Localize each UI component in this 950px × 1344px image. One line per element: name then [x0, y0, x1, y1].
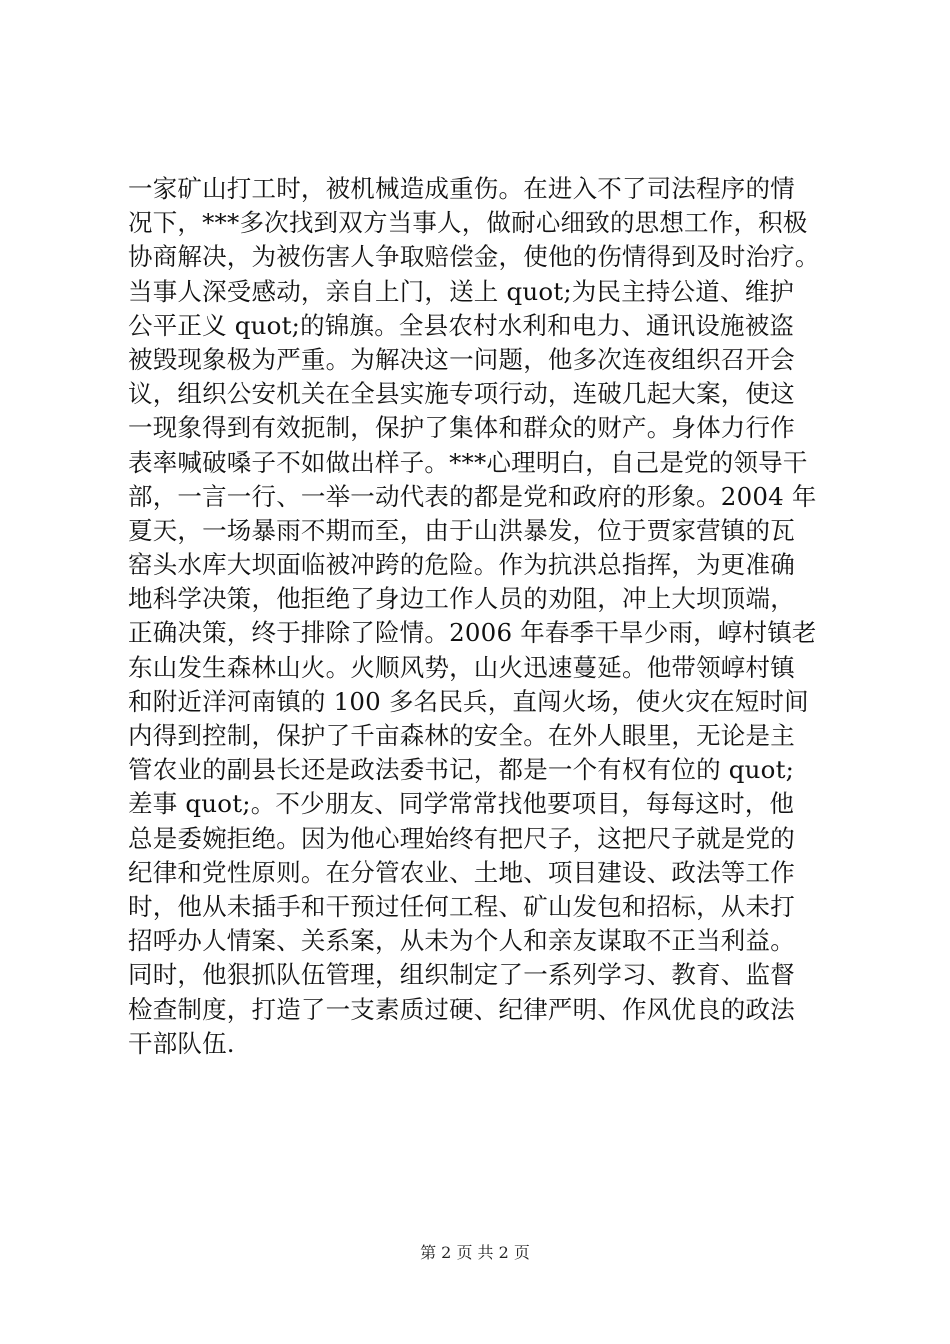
text-line: 东山发生森林山火。火顺风势，山火迅速蔓延。他带领崞村镇: [128, 652, 795, 682]
text-line: 总是委婉拒绝。因为他心理始终有把尺子，这把尺子就是党的: [128, 823, 795, 853]
text-line: 表率喊破嗓子不如做出样子。***心理明白，自己是党的领导干: [128, 447, 808, 477]
text-line: 招呼办人情案、关系案，从未为个人和亲友谋取不正当利益。: [128, 926, 795, 956]
text-line: 正确决策，终于排除了险情。2006 年春季干旱少雨，崞村镇老: [128, 618, 817, 648]
text-line: 公平正义 quot;的锦旗。全县农村水利和电力、通讯设施被盗: [128, 310, 795, 340]
text-line: 夏天，一场暴雨不期而至，由于山洪暴发，位于贾家营镇的瓦: [128, 515, 795, 545]
body-paragraph: [128, 172, 848, 1061]
text-line: 时，他从未插手和干预过任何工程、矿山发包和招标，从未打: [128, 891, 795, 921]
page-number-label: 第 2 页 共 2 页: [420, 1243, 530, 1262]
text-line: 一现象得到有效扼制，保护了集体和群众的财产。身体力行作: [128, 413, 795, 443]
page-footer: [0, 1240, 950, 1263]
text-line: 协商解决，为被伤害人争取赔偿金，使他的伤情得到及时治疗。: [128, 242, 820, 272]
text-line: 一家矿山打工时，被机械造成重伤。在进入不了司法程序的情: [128, 174, 795, 203]
text-line: 同时，他狠抓队伍管理，组织制定了一系列学习、教育、监督: [128, 960, 795, 990]
text-line: 窑头水库大坝面临被冲跨的危险。作为抗洪总指挥，为更准确: [128, 550, 795, 580]
text-line: 干部队伍.: [128, 1028, 235, 1058]
text-line: 况下，***多次找到双方当事人，做耐心细致的思想工作，积极: [128, 208, 808, 238]
text-line: 纪律和党性原则。在分管农业、土地、项目建设、政法等工作: [128, 857, 795, 887]
text-line: 部，一言一行、一举一动代表的都是党和政府的形象。2004 年: [128, 481, 817, 511]
text-line: 检查制度，打造了一支素质过硬、纪律严明、作风优良的政法: [128, 994, 795, 1024]
text-line: 管农业的副县长还是政法委书记，都是一个有权有位的 quot;: [128, 755, 795, 785]
text-line: 当事人深受感动，亲自上门，送上 quot;为民主持公道、维护: [128, 276, 795, 306]
text-line: 被毁现象极为严重。为解决这一问题，他多次连夜组织召开会: [128, 344, 795, 374]
text-line: 和附近洋河南镇的 100 多名民兵，直闯火场，使火灾在短时间: [128, 686, 809, 716]
text-line: 差事 quot;。不少朋友、同学常常找他要项目，每每这时，他: [128, 789, 795, 819]
text-line: 地科学决策，他拒绝了身边工作人员的劝阻，冲上大坝顶端，: [128, 584, 795, 614]
text-line: 议，组织公安机关在全县实施专项行动，连破几起大案，使这: [128, 379, 795, 409]
text-line: 内得到控制，保护了千亩森林的安全。在外人眼里，无论是主: [128, 721, 795, 750]
